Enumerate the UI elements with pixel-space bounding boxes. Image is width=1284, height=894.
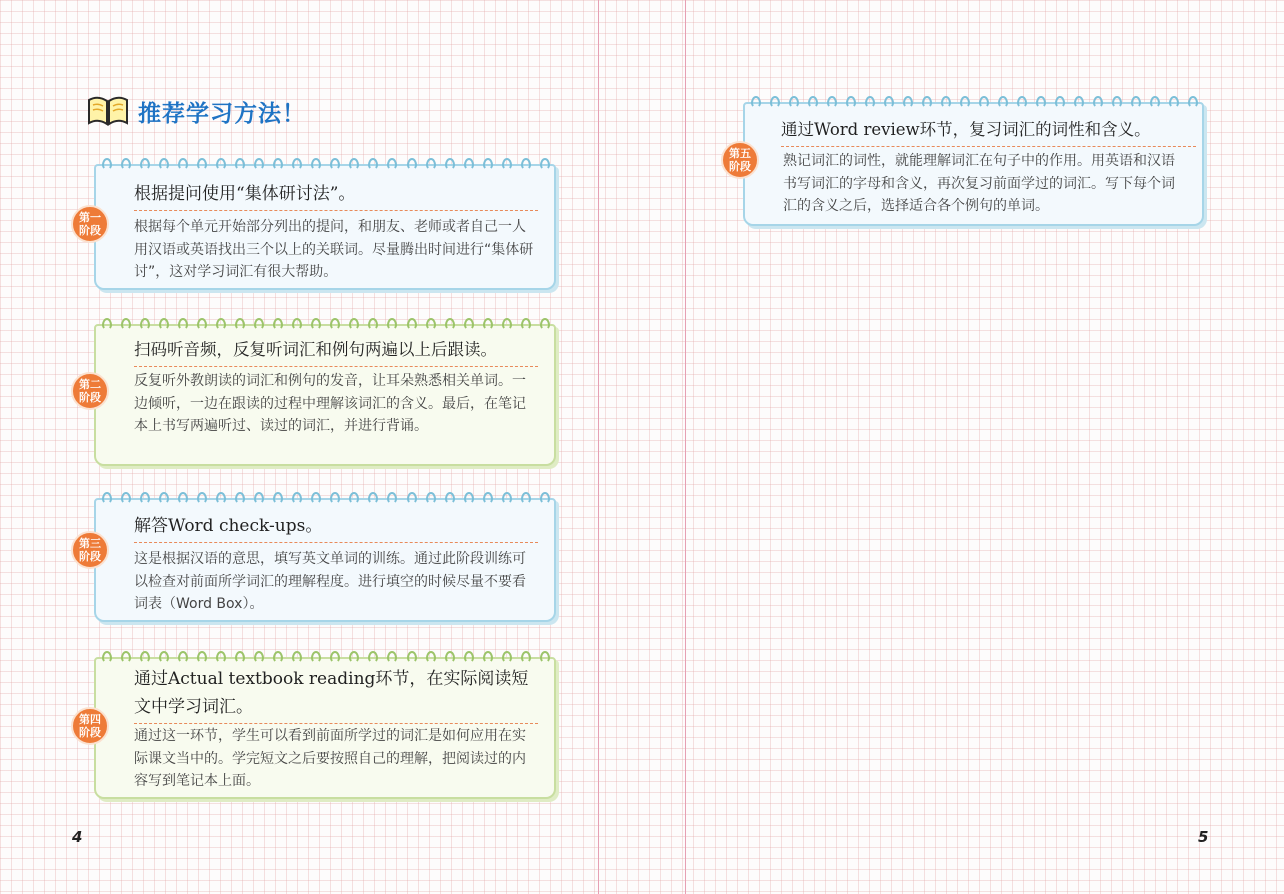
stage-2-badge: 第二 阶段 xyxy=(71,372,109,410)
stage-card-2 xyxy=(94,324,556,466)
stage-3-body: 这是根据汉语的意思，填写英文单词的训练。通过此阶段训练可以检查对前面所学词汇的理解程度。进行填空的时候尽量不要看词表（Word Box）。 xyxy=(134,551,526,612)
stage-4-heading: 通过Actual textbook reading环节，在实际阅读短文中学习词汇。 xyxy=(134,665,538,724)
left-page-margin-line xyxy=(598,0,599,894)
stage-5-badge: 第五 阶段 xyxy=(721,141,759,179)
stage-3-badge: 第三 阶段 xyxy=(71,531,109,569)
stage-1-badge: 第一 阶段 xyxy=(71,205,109,243)
spiral-binding xyxy=(102,651,550,665)
stage-1-body: 根据每个单元开始部分列出的提问，和朋友、老师或者自己一人用汉语或英语找出三个以上的关联词。尽量腾出时间进行“集体研讨”，这对学习词汇有很大帮助。 xyxy=(134,219,534,280)
right-page-margin-line xyxy=(685,0,686,894)
stage-4-badge: 第四 阶段 xyxy=(71,707,109,745)
page-number-left: 4 xyxy=(72,828,83,846)
stage-5-body: 熟记词汇的词性，就能理解词汇在句子中的作用。用英语和汉语书写词汇的字母和含义，再次复习前面学过的词汇。写下每个词汇的含义之后，选择适合各个例句的单词。 xyxy=(783,153,1175,214)
stage-4-body: 通过这一环节，学生可以看到前面所学过的词汇是如何应用在实际课文当中的。学完短文之后要按照自己的理解，把阅读过的内容写到笔记本上面。 xyxy=(134,728,526,789)
stage-card-4 xyxy=(94,657,556,799)
spiral-binding xyxy=(102,492,550,506)
spiral-binding xyxy=(102,318,550,332)
page-number-right: 5 xyxy=(1198,828,1209,846)
open-book-icon xyxy=(86,94,130,128)
spiral-binding xyxy=(751,96,1198,110)
section-title xyxy=(86,94,306,128)
stage-2-body: 反复听外教朗读的词汇和例句的发音，让耳朵熟悉相关单词。一边倾听，一边在跟读的过程中理解该词汇的含义。最后，在笔记本上书写两遍听过、读过的词汇，并进行背诵。 xyxy=(134,373,526,434)
stage-5-heading: 通过Word review环节，复习词汇的词性和含义。 xyxy=(781,116,1196,147)
stage-1-heading: 根据提问使用“集体研讨法”。 xyxy=(134,180,538,211)
stage-card-1 xyxy=(94,164,556,290)
stage-card-5 xyxy=(743,102,1204,226)
spiral-binding xyxy=(102,158,550,172)
stage-card-3 xyxy=(94,498,556,622)
stage-2-heading: 扫码听音频，反复听词汇和例句两遍以上后跟读。 xyxy=(134,336,538,367)
stage-3-heading: 解答Word check-ups。 xyxy=(134,512,538,543)
section-title-text: 推荐学习方法！ xyxy=(138,100,306,127)
